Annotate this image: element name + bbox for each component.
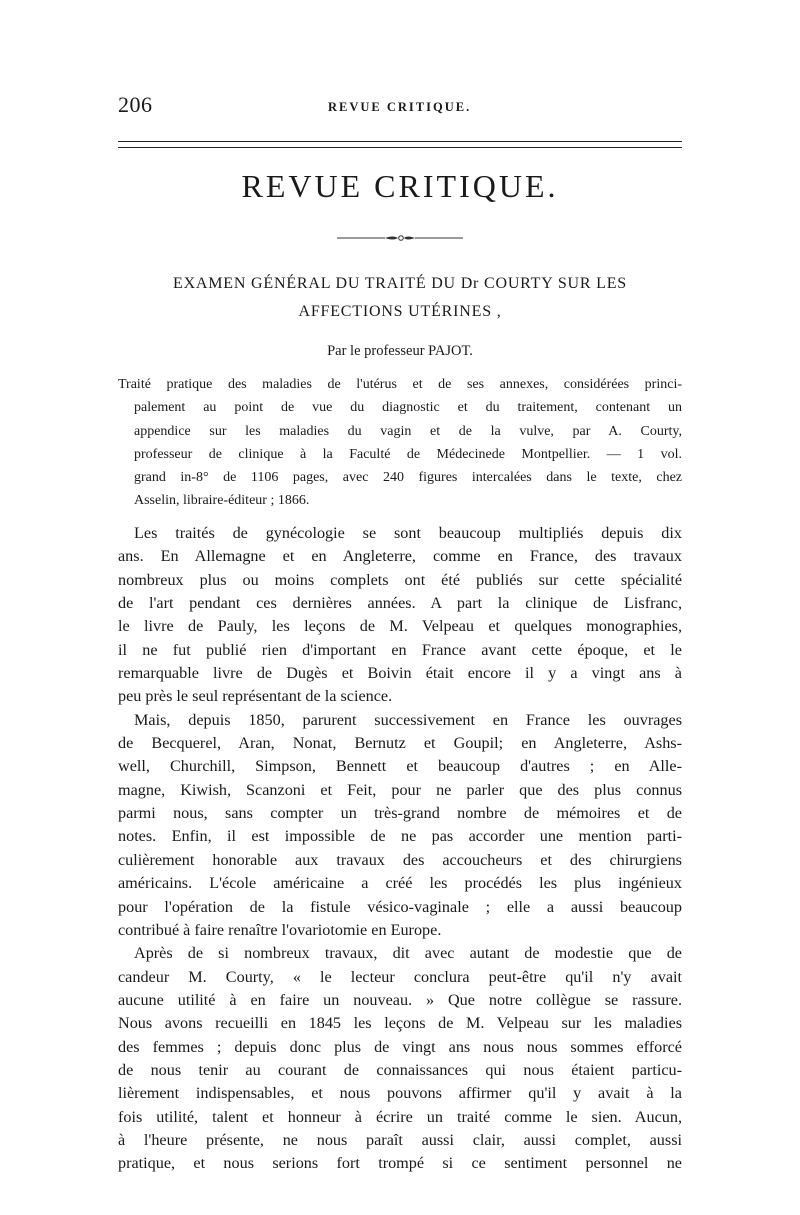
text-line: candeur M. Courty, « le lecteur conclura peut-être qu'il n'y avait [118, 967, 682, 986]
article-title-line-1: EXAMEN GÉNÉRAL DU TRAITÉ DU Dr COURTY SUR LES [173, 275, 627, 292]
article-title-line-2: AFFECTIONS UTÉRINES , [298, 303, 502, 320]
bib-line: Traité pratique des maladies de l'utérus et de ses annexes, considérées princi- [118, 377, 682, 392]
text-line: Mais, depuis 1850, parurent successivement en France les ouvrages [134, 710, 682, 729]
paragraph-2 [118, 709, 682, 942]
page-number: 206 [118, 92, 153, 117]
text-line: fois utilité, talent et honneur à écrire un traité comme le sien. Aucun, [118, 1107, 682, 1126]
text-line: de l'art pendant ces dernières années. A part la clinique de Lisfranc, [118, 594, 682, 613]
text-line: américains. L'école américaine a créé les procédés les plus ingénieux [118, 874, 682, 893]
text-line: lièrement indispensables, et nous pouvons affirmer qu'il y avait à la [118, 1084, 682, 1103]
text-line: well, Churchill, Simpson, Bennett et beaucoup d'autres ; en Alle- [118, 757, 682, 776]
header-rule [118, 141, 682, 148]
text-line: notes. Enfin, il est impossible de ne pas accorder une mention parti- [118, 827, 682, 846]
text-line: le livre de Pauly, les leçons de M. Velpeau et quelques monographies, [118, 617, 682, 636]
section-title: REVUE CRITIQUE. [241, 168, 559, 204]
paragraph-1 [118, 522, 682, 709]
ornament-divider [335, 233, 465, 243]
text-line: remarquable livre de Dugès et Boivin était encore il y a vingt ans à [118, 664, 682, 683]
running-head [118, 92, 682, 122]
text-line: magne, Kiwish, Scanzoni et Feit, pour ne parler que des plus connus [118, 780, 682, 799]
text-line: de nous tenir au courant de connaissances qui nous étaient particu- [118, 1060, 682, 1079]
text-line: parmi nous, sans compter un très-grand nombre de mémoires et de [118, 804, 682, 823]
bib-line: professeur de clinique à la Faculté de Médecinede Montpellier. — 1 vol. [134, 446, 682, 462]
bib-line: appendice sur les maladies du vagin et de la vulve, par A. Courty, [134, 423, 682, 439]
bib-line: grand in-8° de 1106 pages, avec 240 figures intercalées dans le texte, chez [134, 470, 682, 486]
text-line: pour l'opération de la fistule vésico-vaginale ; elle a aussi beaucoup [118, 897, 682, 916]
running-title: REVUE CRITIQUE. [328, 100, 472, 114]
text-line: des femmes ; depuis donc plus de vingt ans nous nous sommes efforcé [118, 1037, 682, 1056]
bib-line: Asselin, libraire-éditeur ; 1866. [134, 493, 310, 509]
bibliographic-note [118, 373, 682, 513]
text-line: il ne fut publié rien d'important en France avant cette époque, et le [118, 640, 682, 659]
text-line: de Becquerel, Aran, Nonat, Bernutz et Goupil; en Angleterre, Ashs- [118, 734, 682, 753]
article-title [118, 270, 682, 326]
text-line: Nous avons recueilli en 1845 les leçons de M. Velpeau sur les maladies [118, 1014, 682, 1033]
text-line: nombreux plus ou moins complets ont été publiés sur cette spécialité [118, 570, 682, 589]
body-text [118, 522, 682, 1176]
text-line: à l'heure présente, ne nous paraît aussi clair, aussi complet, aussi [118, 1130, 682, 1149]
text-line: Les traités de gynécologie se sont beaucoup multipliés depuis dix [134, 524, 682, 542]
bib-line: palement au point de vue du diagnostic et du traitement, contenant un [134, 400, 682, 416]
article-author: Par le professeur PAJOT. [327, 343, 473, 359]
text-line: culièrement honorable aux travaux des accoucheurs et des chirurgiens [118, 850, 682, 869]
text-line: aucune utilité à en faire un nouveau. » Que notre collègue se rassure. [118, 990, 682, 1009]
text-line: ans. En Allemagne et en Angleterre, comme en France, des travaux [118, 547, 682, 566]
text-line: peu près le seul représentant de la science. [118, 687, 393, 706]
text-line: contribué à faire renaître l'ovariotomie en Europe. [118, 920, 442, 939]
text-line: Après de si nombreux travaux, dit avec autant de modestie que de [134, 944, 682, 963]
paragraph-3 [118, 942, 682, 1175]
text-line: pratique, et nous serions fort trompé si ce sentiment personnel ne [118, 1154, 682, 1173]
